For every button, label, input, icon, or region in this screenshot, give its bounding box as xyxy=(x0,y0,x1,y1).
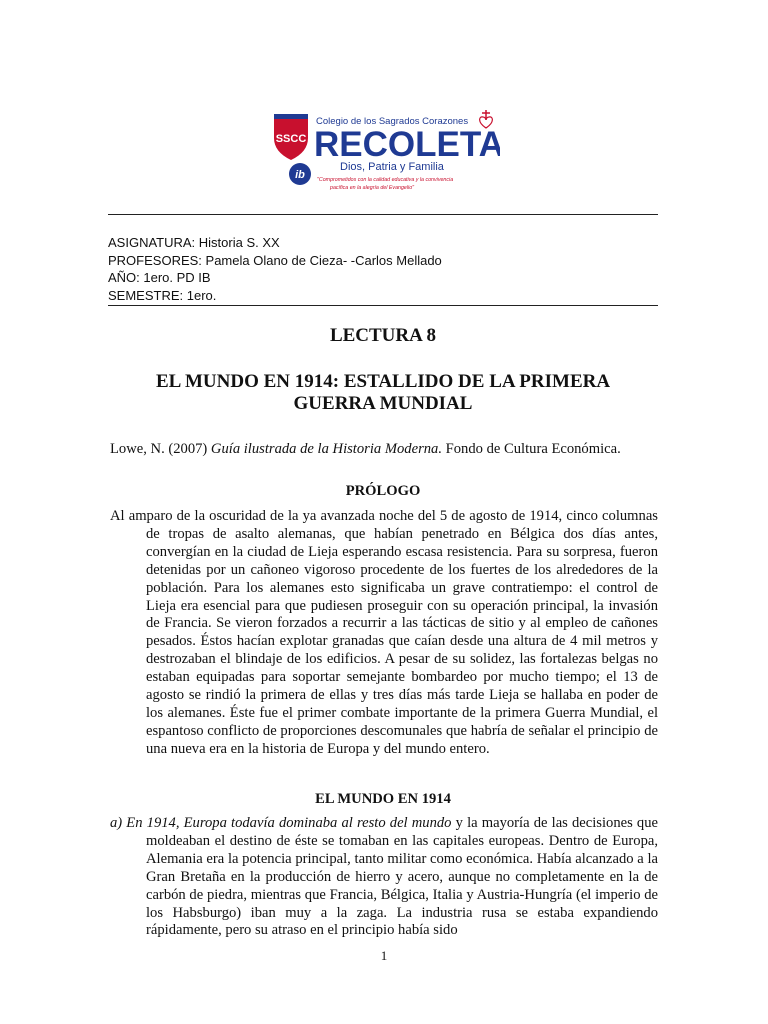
shield-icon xyxy=(274,114,308,160)
subject-line: ASIGNATURA: Historia S. XX xyxy=(108,235,280,250)
section-heading: EL MUNDO EN 1914 xyxy=(315,791,451,807)
document-title xyxy=(108,371,658,415)
svg-text:"Comprometidos con la calidad: "Comprometidos con la calidad educativa y la convivencia xyxy=(317,177,454,183)
svg-text:pacífica en la alegría del Eva: pacífica en la alegría del Evangelio" xyxy=(330,185,415,191)
teachers-line: PROFESORES: Pamela Olano de Cieza- -Carlos Mellado xyxy=(108,252,442,268)
header-divider xyxy=(108,214,658,215)
lecture-number: LECTURA 8 xyxy=(329,325,437,346)
svg-text:SSCC: SSCC xyxy=(275,133,307,145)
title-line-2: GUERRA MUNDIAL xyxy=(293,393,473,414)
prologue-paragraph xyxy=(110,508,658,759)
semester-line: SEMESTRE: 1ero. xyxy=(108,287,217,303)
title-line-1: EL MUNDO EN 1914: ESTALLIDO DE LA PRIMERA xyxy=(155,371,611,392)
section-a-lead: a) En 1914, Europa todavía dominaba al resto del mundo xyxy=(110,815,452,831)
reference-publisher: Fondo de Cultura Económica. xyxy=(442,441,621,457)
section-a-paragraph xyxy=(110,815,658,940)
section-a-text: y la mayoría de las decisiones que moldeaban el destino de éste se tomaban en las capitales europeas. Dentro de Europa, Alemania era la potencia principal, tanto militar como económica. Había alcanzado a la Gran Bretaña en la producción de hierro y acero, aunque no completamente en la de carbón de piedra, mientras que Francia, Bélgica, Italia y Austria-Hungría (el imperio de los Habsburgo) iban muy a la zaga. La industria rusa se estaba expandiendo rápidamente, pero su atraso en el principio había sido xyxy=(146,815,659,939)
svg-text:Dios, Patria y Familia: Dios, Patria y Familia xyxy=(340,161,444,173)
school-logo xyxy=(272,108,500,200)
reference-author: Lowe, N. (2007) xyxy=(110,441,211,457)
page-number: 1 xyxy=(380,948,388,963)
bibliographic-reference xyxy=(110,441,621,458)
svg-text:Colegio de los Sagrados Corazo: Colegio de los Sagrados Corazones xyxy=(316,116,469,127)
year-line: AÑO: 1ero. PD IB xyxy=(108,270,211,285)
svg-text:RECOLETA: RECOLETA xyxy=(314,125,500,164)
reference-work: Guía ilustrada de la Historia Moderna. xyxy=(210,441,442,457)
course-info xyxy=(108,234,442,304)
ib-badge-icon xyxy=(289,163,311,185)
prologue-text: Al amparo de la oscuridad de la ya avanzada noche del 5 de agosto de 1914, cinco columnas de tropas de asalto alemanas, que habían penetrado en Bélgica dos días antes, convergían en la ciudad de Lieja esperando escasa resistencia. Para su sorpresa, fueron detenidas por un cañoneo vigoroso procedente de los fuertes de los alrededores de la población. Para los alemanes esto significaba un grave contratiempo: el control de Lieja era esencial para que pudiesen proseguir con su operación principal, la invasión de Francia. Se vieron forzados a recurrir a las tácticas de sitio y al empleo de cañones pesados. Éstos hacían explotar granadas que caían desde una altura de 4 mil metros y destrozaban el blindaje de los edificios. A pesar de su solidez, las fortalezas belgas no estaban equipadas para soportar semejante bombardeo por mucho tiempo; el 13 de agosto se rindió la primera de ellas y tres días más tarde Lieja se hallaba en poder de los alemanes. Éste fue el primer combate importante de la primera Guerra Mundial, el espantoso conflicto de proporciones descomunales que habría de señalar el principio de una nueva era en la historia de Europa y del mundo entero. xyxy=(110,508,658,757)
info-divider xyxy=(108,305,658,306)
prologue-heading: PRÓLOGO xyxy=(345,483,421,499)
svg-text:ib: ib xyxy=(295,169,305,181)
